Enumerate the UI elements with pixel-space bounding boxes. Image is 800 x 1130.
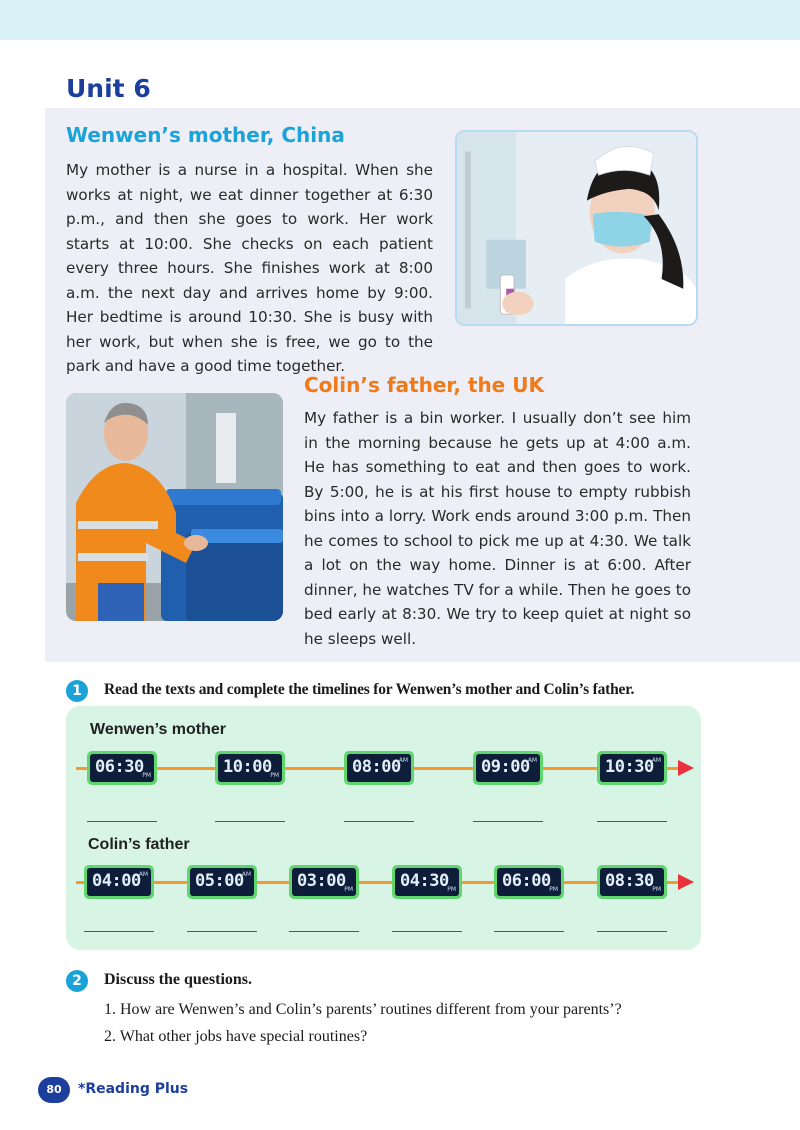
colin-timeline-line — [76, 881, 678, 884]
answer-blank[interactable] — [289, 931, 359, 932]
bin-worker-photo — [66, 393, 283, 621]
clock-time: 06:00 — [502, 871, 551, 891]
task-number-badge: 2 — [66, 970, 88, 992]
clock-ampm: AM — [527, 757, 537, 764]
clock-time: 08:00 — [352, 757, 401, 777]
clock-time: 04:30 — [400, 871, 449, 891]
answer-blank[interactable] — [597, 931, 667, 932]
answer-blank[interactable] — [597, 821, 667, 822]
clock-ampm: AM — [138, 871, 148, 878]
timeline-arrow-icon — [678, 874, 694, 890]
digital-clock — [187, 865, 257, 899]
task-number-badge: 1 — [66, 680, 88, 702]
digital-clock — [344, 751, 414, 785]
unit-title: Unit 6 — [66, 74, 151, 103]
clock-time: 05:00 — [195, 871, 244, 891]
clock-ampm: PM — [142, 772, 151, 779]
digital-clock — [494, 865, 564, 899]
clock-ampm: AM — [241, 871, 251, 878]
discussion-question: 1. How are Wenwen’s and Colin’s parents’ routines different from your parents’? — [104, 1001, 622, 1018]
top-header-band — [0, 0, 800, 40]
digital-clock — [392, 865, 462, 899]
answer-blank[interactable] — [473, 821, 543, 822]
discussion-question: 2. What other jobs have special routines? — [104, 1028, 368, 1045]
clock-ampm: AM — [651, 757, 661, 764]
answer-blank[interactable] — [344, 821, 414, 822]
answer-blank[interactable] — [87, 821, 157, 822]
timeline-panel — [66, 706, 701, 950]
answer-blank[interactable] — [84, 931, 154, 932]
digital-clock — [289, 865, 359, 899]
clock-time: 10:30 — [605, 757, 654, 777]
wenwen-timeline-label: Wenwen’s mother — [90, 721, 227, 738]
digital-clock — [473, 751, 543, 785]
wenwen-mother-text: My mother is a nurse in a hospital. When she works at night, we eat dinner together at 6:30 p.m., and then she goes to work. Her work starts at 10:00. She checks on each patient every three hours. She finishes work at 8:00 a.m. the next day and arrives home by 9:00. Her bedtime is around 10:30. She is busy with her work, but when she is free, we go to the park and have a good time together. — [66, 161, 433, 375]
clock-time: 08:30 — [605, 871, 654, 891]
clock-ampm: PM — [344, 886, 353, 893]
page-number: 80 — [38, 1077, 70, 1103]
clock-ampm: PM — [447, 886, 456, 893]
clock-time: 03:00 — [297, 871, 346, 891]
clock-ampm: PM — [549, 886, 558, 893]
nurse-photo — [455, 130, 698, 326]
answer-blank[interactable] — [215, 821, 285, 822]
colin-timeline-label: Colin’s father — [88, 836, 190, 853]
digital-clock — [597, 751, 667, 785]
clock-time: 10:00 — [223, 757, 272, 777]
wenwen-mother-title: Wenwen’s mother, China — [66, 123, 345, 147]
answer-blank[interactable] — [187, 931, 257, 932]
clock-time: 04:00 — [92, 871, 141, 891]
timeline-arrow-icon — [678, 760, 694, 776]
digital-clock — [84, 865, 154, 899]
task1-instruction: Read the texts and complete the timelines for Wenwen’s mother and Colin’s father. — [104, 681, 635, 698]
digital-clock — [87, 751, 157, 785]
clock-ampm: PM — [652, 886, 661, 893]
colin-father-text: My father is a bin worker. I usually don’t see him in the morning because he gets up at 4:00 a.m. He has something to eat and then goes to work. By 5:00, he is at his first house to empty rubbish bins into a lorry. Work ends around 3:00 p.m. Then he comes to school to pick me up at 4:30. We talk a lot on the way home. Dinner is at 6:00. After dinner, he watches TV for a while. Then he goes to bed early at 8:30. We try to keep quiet at night so he sleeps well. — [304, 409, 691, 648]
footer-section-label: *Reading Plus — [78, 1081, 189, 1097]
clock-ampm: PM — [270, 772, 279, 779]
answer-blank[interactable] — [494, 931, 564, 932]
digital-clock — [597, 865, 667, 899]
clock-time: 06:30 — [95, 757, 144, 777]
clock-time: 09:00 — [481, 757, 530, 777]
answer-blank[interactable] — [392, 931, 462, 932]
colin-father-title: Colin’s father, the UK — [304, 373, 544, 397]
digital-clock — [215, 751, 285, 785]
clock-ampm: AM — [398, 757, 408, 764]
task2-instruction: Discuss the questions. — [104, 971, 253, 988]
